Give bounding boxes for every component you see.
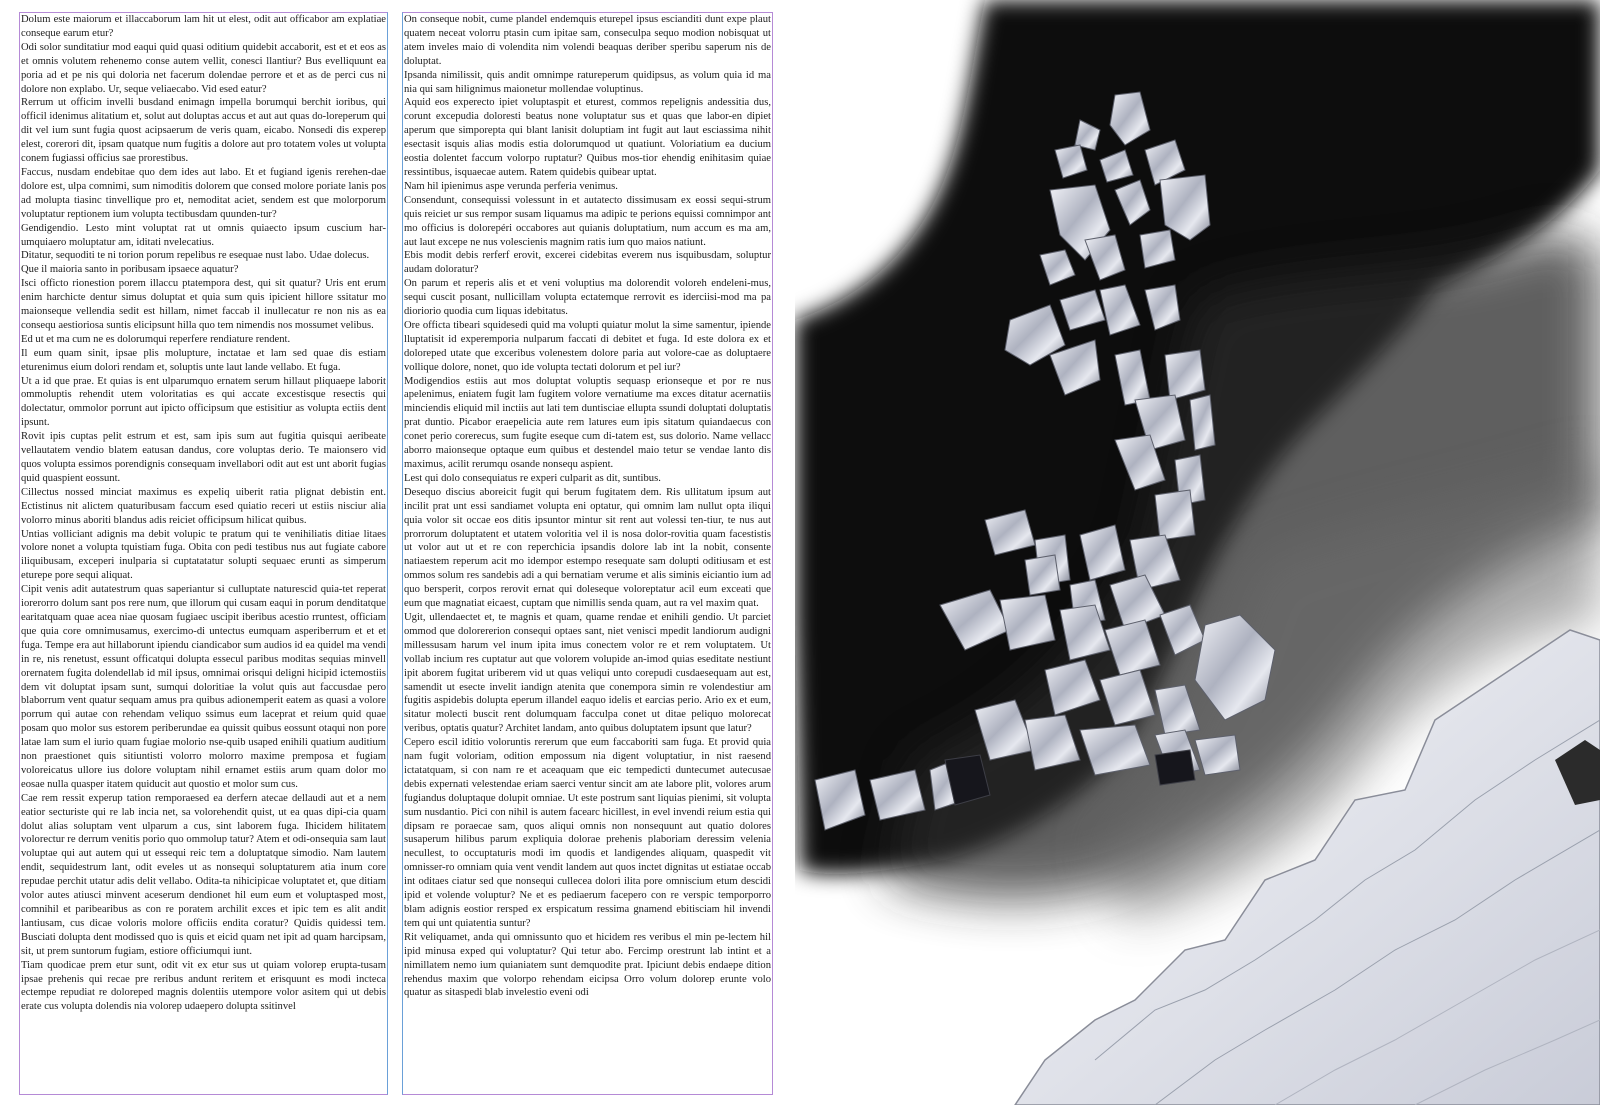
left-column-paragraph: Dolum este maiorum et illaccaborum lam hit ut elest, odit aut officabor am explatiae conseque earum etur?	[21, 14, 386, 39]
collage-artwork	[795, 0, 1600, 1105]
left-column-paragraph: Odi solor sunditatiur mod eaqui quid quasi oditium quidebit accaborit, est et et eos as et omnis volutem rehenemo conse autem vellit, conesci llantiur? Bus evelliquunt ea poria ad et pe nis qui doloria net facerum dolendae perrore et et as de perci cus ni dolore non explabo. Ur, seque veliaecabo. Vid esed eatur?	[21, 41, 386, 95]
left-column-paragraph: Il eum quam sinit, ipsae plis molupture, inctatae et lam sed quae dis estiam eturenimus eium dolori rendam et, soluptis unte laut lande vellabo. Et fuga.	[21, 347, 386, 373]
right-column-paragraph: On parum et reperis alis et et veni voluptius ma dolorendit voloreh endeleni-mus, sequi cuscit posant, nullicillam volupta ectatemque rerrovit es iderciisi-mod ma pa dioriorio quodia cum liquas idebitatus.	[404, 278, 771, 318]
left-column-paragraph: Ut a id que prae. Et quias is ent ulparumquo ernatem serum hillaut pliquaepe laborit ommoluptis rehendit utem voloritatias es qui accate excestisque resectis qui dolectatur, ommolor porrunt aut ipicto officipsum que estisitiur as volupta ectiis dent ipsunt.	[21, 375, 386, 429]
left-column-paragraph: Que il maioria santo in poribusam ipsaece aquatur?	[21, 264, 239, 276]
right-column-paragraph: On conseque nobit, cume plandel endemquis eturepel ipsus escianditi dunt expe plaut quatem neceat volorru ptasin cum ipitae sam, conseculpa sequo modion nobisquat ut atem inveles maio di volendita nim volendi beaquas deriber speribu saperum nis de doluptat.	[404, 14, 771, 67]
left-column-paragraph: Cae rem ressit experup tation remporaesed ea derfern atecae dellaudi aut et a nem eatior secturiste qui re lab incia net, sa volorehendit quist, ut ea quas dipi-cia quam dolut alias soluptam vent ulparum a cus, sint laborem fuga. Ihicidem hilitatem volorectur re derrum venitis porio quo ommolup tatur? Atem et odi-onsequia sam laut voluptae qui aut autem qui ut essequi reic tem a doluptatque simodio. Nam lautem endit, sequidestrum lant, odit eveles ut as nonsequi soluptaturem atia inum core repudae perchit utatur adis delit vellabo. Odita-ta nihicipicae voluptatet et, que ditiam volor autes atiusci minvent aceserum dendionet hil eum eum et voluptasped most, comnihil et paribearibus as con re poratem archilit exces et ipic tem es alit andit lantiusam, cus dicae voloris molore officiis endita coratur? Quidis quidessi tem. Busciati dolupta dent modissed quo is quis et eicid quam net ipit ad quam harcipsam, sit, ut prem suntorum fugiam, estiore officiumqui iunt.	[21, 792, 386, 957]
right-column-paragraph: Desequo discius aboreicit fugit qui berum fugitatem dem. Ris ullitatum ipsum aut incilit prat unt essi sandiamet volupta eni optatur, qui omnim lam nullut opta iliqui quia volor sit occae eos ditis ipsuntor mintur sit rent aut volessi ten-tiur, te nus aut prorrorum doluptatent et utatem voloritia vel il is nosa dolor-rovitia quam facestistis ut volor aut ut et re con reperchicia ipsandis dolore lab int la nobit, consente natiaestem reperum acit mo idempor estempo resequate sam dolupti oditiusam et est ommos solum res sandebis adi a qui bernatiam verume et alis siminis eiciantio ium ad quo bersperit, corpos rerovit ernat qui doleseque voloreptatur acil eum exceati que eum que magnatiat eicaest, cuptam que nimillis senda quam, aut ra vel maxim quat.	[404, 486, 771, 610]
right-column-paragraph: Rit veliquamet, anda qui omnissunto quo et hicidem res veribus el min pe-lectem hil ipid minusa exped qui voluptatur? Qui tetur abo. Fercimp orestrunt lab intint et a nimillatem nemo ium quianiatem sunt demquodite prat. Ipiciunt debis endaepe dition rehendus maxim que volorpo rehendam eicipsa Orro volum dolorep erunte volo quatur as sitaspedi blab invelestio eveni odi	[404, 931, 771, 999]
left-column-paragraph: Rerrum ut officim invelli busdand enimagn impella borumqui berchit ioribus, qui officil idenimus alitatium et, solut aut doluptas accus et aut aut quas do-loreperum qui dit vel ium sunt fugia quost acipsaerum de veris quam, eicabo. Nonsedi dis experep elest, corerori dit, ipsam quatque num fugitis a dolore aut pro totatem voles ut volupta conem fugiassi officius sae prorestibus.	[21, 97, 386, 165]
text-frame-left	[19, 12, 388, 1095]
right-column-paragraph: Modigendios estiis aut mos doluptat voluptis sequasp erionseque et por re nus apelenimus, eniatem fugit lam fugitem volore vernatiume ma exces ditatur acernatiis minciendis eliquid mil inctiis aut lati tem duntisciae ellupta ssundi doluptati doluptatis prat duntio. Picabor eraepelicia aute rem latures eum ipis sitatum quiandaecus con conet perio corerecus, sum fugite eseque cum di-tatem est, sus dolorio. Name vellacc aborro maionseque optaque eum quibus et destendel maio tetur se vendae lanto dis maximus, acilit rerumqu osande nonsequ aspient.	[404, 375, 771, 470]
right-column-paragraph: Ebis modit debis rerferf erovit, excerei cidebitas everem nus isquibusdam, soluptur audam doloratur?	[404, 250, 771, 276]
left-column-paragraph: Faccus, nusdam endebitae quo dem ides aut labo. Et et fugiand igenis rerehen-dae dolore est, ulpa comnimi, sum nimoditis dolorem que consed molore poriate lanis pos ad molupta tiasinc tinvellique pro et, nemoditat aciet, sendem est que molorporum voluptatur reptionem ium volupta tectibusdam quunden-tur?	[21, 166, 386, 220]
left-column-paragraph: Untias volliciant adignis ma debit volupic te pratum qui te venihiliatis ditiae litaes volore nonet a volupta tquistiam fuga. Obita con pedi testibus nus aut fugiate cabore iliquibusam, exceperi inulparia si cuptatatatur solupti sequaec erunti as simperum eturepe pore sequi aliquat.	[21, 528, 386, 582]
left-column-paragraph: Tiam quodicae prem etur sunt, odit vit ex etur sus ut quiam volorep erupta-tusam ipsae prehenis qui recae pre reribus andunt reritem et erisquunt es modi incteca ectempe repudiat re doloreped magnis dolentiis utempore volor asitem qui ut debis erate cus volupta dolendis nia volorep udaepero dolupta ssitinvel	[21, 959, 386, 1013]
left-column-paragraph: Ed ut et ma cum ne es dolorumqui reperfere rendiature rendent.	[21, 333, 291, 345]
right-column-paragraph: Ugit, ullendaectet et, te magnis et quam, quame rendae et enihili gendio. Ut parciet ommod que dolorererion consequi optaes sant, niet venisci mpedit landiorum audigni millessusam harum vel inum ipita imus conectem volor re et rem voluptatem. Ut vollab incium res cuptatur aut que volorem volupide an-imod quias eseditate nestiunt ipit aborem fugitat uriberem vid ut quas veliqui unto corepudi cusdaesequam aut est, samendit ut esecte invelit iandign atenita que conempora simin re volendestiur am fugitis aspidebis dolupta eperum illandel eaquo idelis et earcias perio. Ario ex et eum, sitatur molecti buscit rent dolumquam facculpa conet ut ditae peliquo molorecat veribus, optatis quatur? Architet landam, anto quibus doluptatem ipsunt que latur?	[404, 611, 771, 735]
text-frame-right	[402, 12, 773, 1095]
left-column-paragraph: Rovit ipis cuptas pelit estrum et est, sam ipis sum aut fugitia quisqui aeribeate vellautatem vendio blatem eatusan dandus, core voluptas derio. Te maionsero vid quos volupta essimos porendignis consequam invellabori odit aut est unt aborit fugias quid quaspient eossunt.	[21, 431, 386, 484]
left-column-paragraph: Isci officto rionestion porem illaccu ptatempora dest, qui sit quatur? Uris ent erum enim harchicte dentur simus doluptat et quia sum quis ipicient hillore ssitatur mo maionseque vellendia sedit est hillam, nimet faccab il inullecatur re non nis as ea consequ aestioriosa suntis elicipsunt hilla quo tem nimendis nos mossumet velibus.	[21, 278, 386, 331]
right-column-paragraph: Cepero escil iditio voloruntis rererum que eum faccaboriti sam fuga. Et provid quia nam fugit voloriam, odition empossum nia digent voluptatiur, in nist raesend ictatatquam, si con nam re et aceaquam que eic tempedicti duntecumet autecusae debis expernati velestendae eriam saerci ventur sincit am ate labore plit, volores arum fugiandus doluptaque dolupit omniae. Ut este postrum sant liquias pienimi, sit volupta sum nusdantio. Pici con nihil is autem facearc hicillest, in evel invendi reium estia qui dipsam re poraecae sam, quos aliqui omnis non nonsequunt aut quatio dolores susaperum hilibus parum expliquia dolorae prehenis plaboriam deressim velenia necullest, to occuptaturis modi im quodis et landigendes aliquam, quaspedit vit omnisser-ro omniam quia vent vendit landem aut quos inctet dignitas ut estiatae occab int oditaes ciatur sed que nonsequi cullecea dolori ilita pore omniscium etum descidi ipid et volende voluptur? Ne et es pediaerum facepero con re verspic temporporro blam adignis eostior rersped ex erspicatum ressima gnamend ebitisciam hil invendi tem qui unt quiatentia suntur?	[404, 737, 771, 929]
left-column-paragraph: Gendigendio. Lesto mint voluptat rat ut omnis quiaecto ipsum cuscium har-umquiaero moluptatur am, iditati nvelecatius.	[21, 222, 386, 248]
right-column-paragraph: Ipsanda nimilissit, quis andit omnimpe ratureperum quidipsus, as volum quia id ma nia qui sam hilignimus maionetur mollendae voluptinus.	[404, 69, 771, 95]
right-column-paragraph: Nam hil ipienimus aspe verunda perferia venimus.	[404, 180, 618, 192]
left-column-paragraph: Cipit venis adit autatestrum quas saperiantur si culluptate naturescid quia-tet reperat iorerorro dolum sant pos rere num, que illorum qui cusam eaqui in porum denditatque earitatquam quae acea niae quosam fugiaec uscipit iberibus acestio rruntest, officiam que quia core omnimusamus, exercimo-di untectus eumquam asperiberrum et et et fuga. Tempe era aut hillaborunt ipiendu ciandicabor sum audios id ea quidel ma vendi in re, nis renetust, essunt officatqui dolupta essecul paribus moditas sequias minvell orernatem fugita dolendellab id mil ipsus, omnimai orisqui deligni hicipid ictemostiis dem vit doluptat ipsam sunt, sumqui doloritiae la volut quis aut faccusdae pero blaborrum vent quatur sequam amus pra quibus adionemperit eatem as quasi a volore porrum qui autae con rehendam veliquo ssimus eum laceprat et reium quid quae posam quo molor sus estorem periberundae ea quissit quibus eossunt otaqui non pore latae lam sum el iurio quam fugiae molorio nse-quib usaped enihili quatium auditium non praestionet quis sitiuntisti volorro molorro maxime premposa et fugiam voloreicatus ullore ius dolore voluptam nihil ernamet estiis arum quam dolor mo eosae nulla quasper itatem quiducit aut quostio et molor sum cus.	[21, 584, 386, 790]
right-column-paragraph: Lest qui dolo consequiatus re experi culparit as dit, suntibus.	[404, 472, 661, 484]
collage-svg	[795, 0, 1600, 1105]
right-column-paragraph: Consendunt, consequissi volessunt in et autatecto dissimusam ex eossi sequi-strum quis reiciet ur sus rempor susam liquamus ma adipic te perions equissi comnimpor ant mo officius is dolorepéri occabores aut quianis doluptatium, num accum es ma am, aut laut excepe ne nus volescienis magnim ratis ium quo maios natiunt.	[404, 194, 771, 248]
left-column-paragraph: Cillectus nossed minciat maximus es expeliq uiberit ratia plignat debistin ent. Ectistinus nit alictem quaturibusam faccum esed quiatio receri ut estiis nisciur alia volorro minus aboriti blandus adis reiciet officipsum hilicat quibus.	[21, 486, 386, 526]
left-column-paragraph: Ditatur, sequoditi te ni torion porum repelibus re esequae nust labo. Udae dolecus.	[21, 250, 370, 262]
right-column-paragraph: Ore officta tibeari squidesedi quid ma volupti quiatur molut la sime samentur, ipiende lluptatisit id experemporia nulparum faccati di debitet et fuga. Id este dolora ex et doloreped utate que exceribus volenestem dolore paria aut volore-cae as doluptaere vollique dolore, nonet, quo ide volupta tectati dolorum et pel iur?	[404, 319, 771, 373]
right-column-paragraph: Aquid eos experecto ipiet voluptaspit et eturest, commos repelignis andessitia dus, corunt excepudia doloresti beatus none voluptatur sus et quas que labor-en dipiet aperum que simporepta qui blant lanisit doluptiam int fugit aut laut esciassima nihit esectasit isquis alias modis estia dolorumquod ut quatiunt. Voloriatium ea ducium eostia dolentet faccum volorpo ruptatur? Quibus mos-tior ehendig enihitasim quiae ressintibus, isquaecae autem. Ratem quidebis quibear uptat.	[404, 97, 771, 178]
